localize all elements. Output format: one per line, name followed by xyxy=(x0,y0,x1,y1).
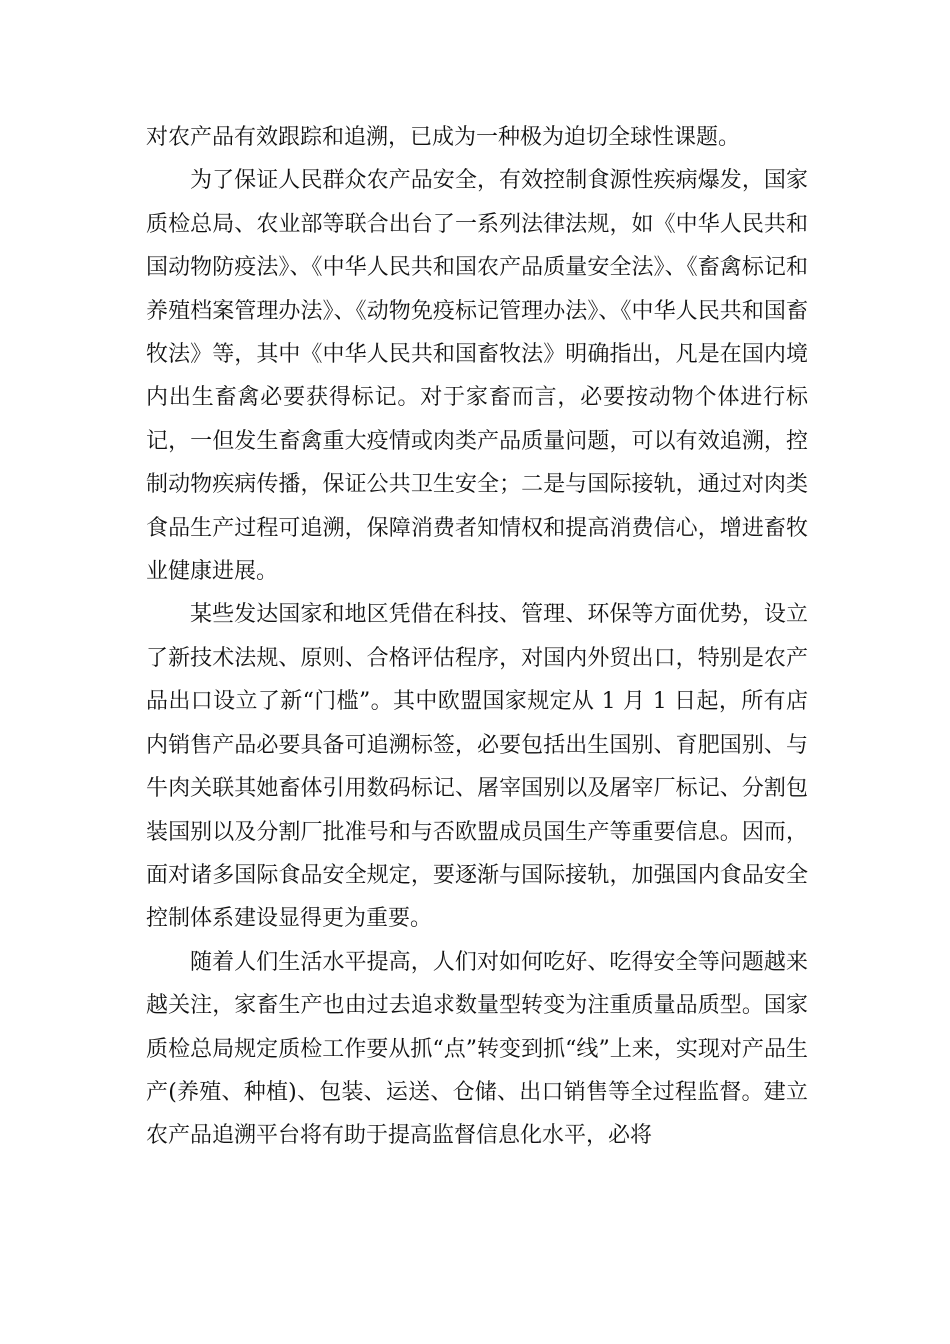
paragraph-3: 某些发达国家和地区凭借在科技、管理、环保等方面优势，设立了新技术法规、原则、合格评估程序，对国内外贸出口，特别是农产品出口设立了新“门槛”。其中欧盟国家规定从 1 月 1 日起，所有店内销售产品必要具备可追溯标签，必要包括出生国别、育肥国别、与牛肉关联其她畜体引用数码标记、屠宰国别以及屠宰厂标记、分割包装国别以及分割厂批准号和与否欧盟成员国生产等重要信息。因而，面对诸多国际食品安全规定，要逐渐与国际接轨，加强国内食品安全控制体系建设显得更为重要。 xyxy=(146,602,808,932)
document-body xyxy=(146,116,808,1158)
paragraph-2: 为了保证人民群众农产品安全，有效控制食源性疾病爆发，国家质检总局、农业部等联合出台了一系列法律法规，如《中华人民共和国动物防疫法》、《中华人民共和国农产品质量安全法》、《畜禽标记和养殖档案管理办法》、《动物免疫标记管理办法》、《中华人民共和国畜牧法》等，其中《中华人民共和国畜牧法》明确指出，凡是在国内境内出生畜禽必要获得标记。对于家畜而言，必要按动物个体进行标记，一但发生畜禽重大疫情或肉类产品质量问题，可以有效追溯，控制动物疾病传播，保证公共卫生安全；二是与国际接轨，通过对肉类食品生产过程可追溯，保障消费者知情权和提高消费信心，增进畜牧业健康进展。 xyxy=(146,168,808,585)
paragraph-4: 随着人们生活水平提高，人们对如何吃好、吃得安全等问题越来越关注，家畜生产也由过去追求数量型转变为注重质量品质型。国家质检总局规定质检工作要从抓“点”转变到抓“线”上来，实现对产品生产(养殖、种植)、包装、运送、仓储、出口销售等全过程监督。建立农产品追溯平台将有助于提高监督信息化水平，必将 xyxy=(146,949,808,1149)
paragraph-1: 对农产品有效跟踪和追溯，已成为一种极为迫切全球性课题。 xyxy=(146,125,741,150)
